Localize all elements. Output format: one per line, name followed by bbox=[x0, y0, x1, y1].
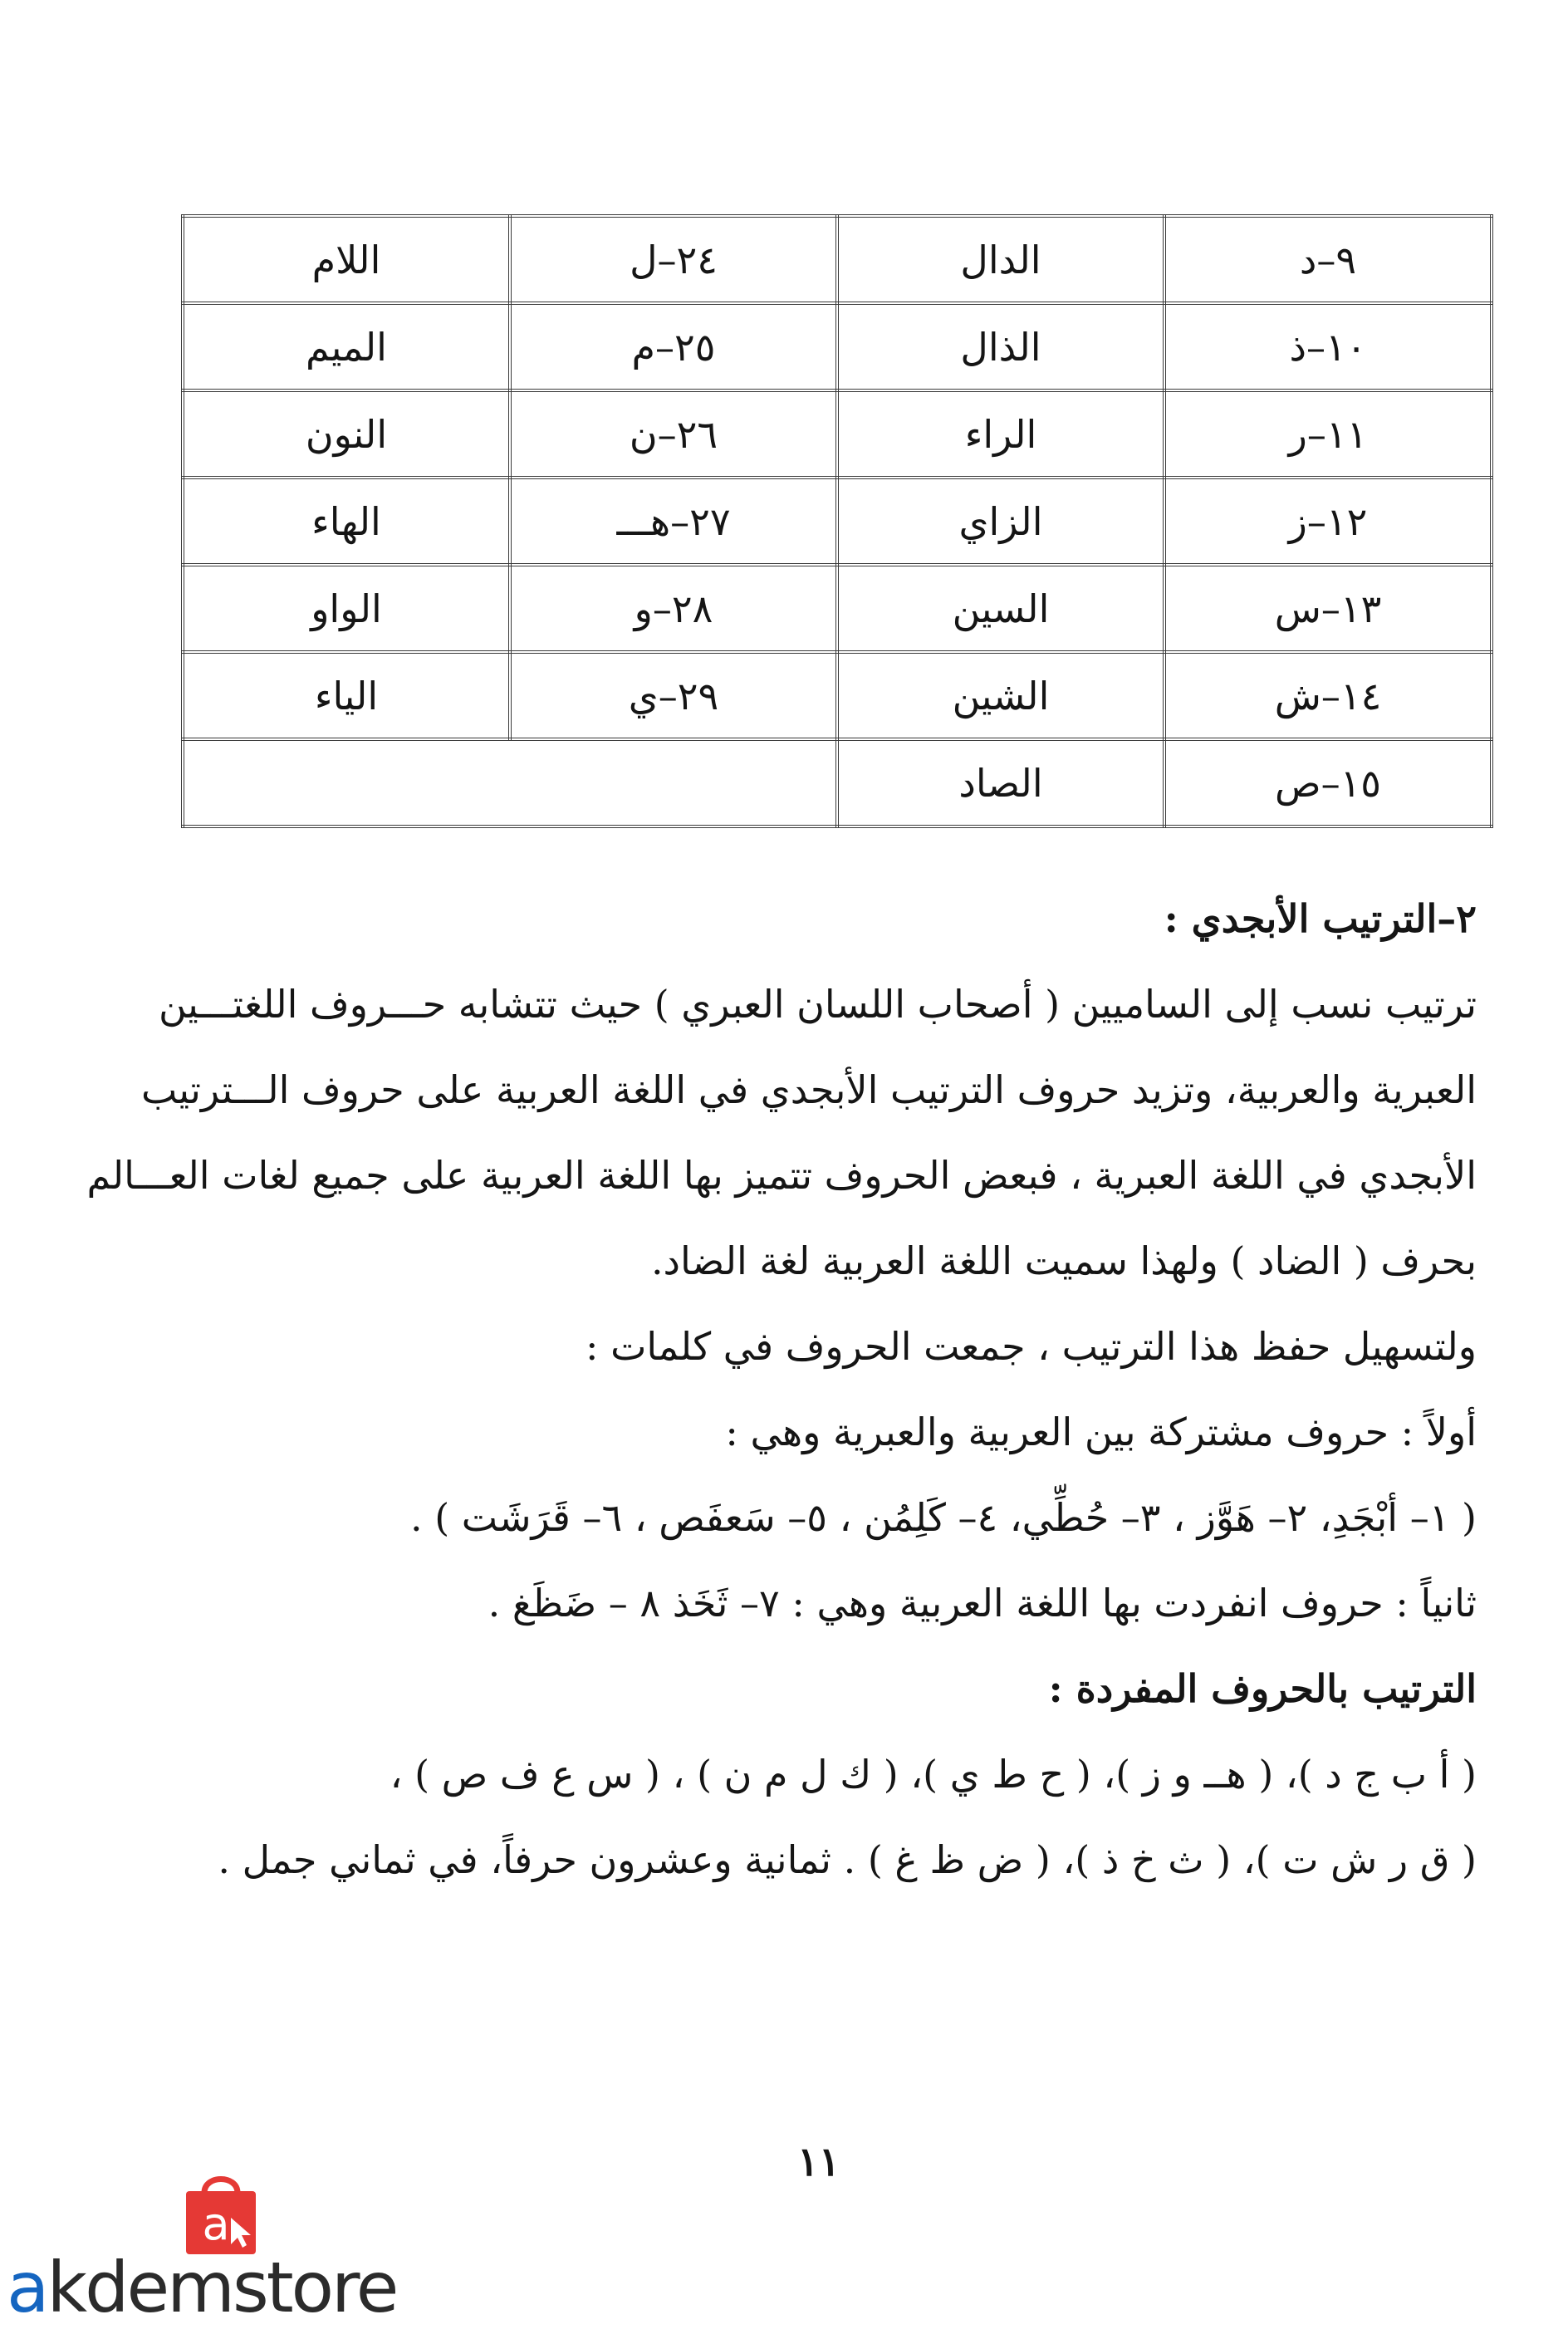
table-cell: ١٤–ش bbox=[1164, 652, 1492, 739]
paragraph-line: ترتيب نسب إلى الساميين ( أصحاب اللسان العبري ) حيث تتشابه حـــروف اللغتـــين bbox=[158, 982, 1477, 1027]
paragraph-line: بحرف ( الضاد ) ولهذا سميت اللغة العربية لغة الضاد. bbox=[650, 1238, 1477, 1283]
paragraph-line: ولتسهيل حفظ هذا الترتيب ، جمعت الحروف في كلمات : bbox=[585, 1324, 1477, 1369]
table-cell: الهاء bbox=[183, 478, 510, 565]
table-row bbox=[183, 390, 1492, 478]
paragraph-line: الأبجدي في اللغة العبرية ، فبعض الحروف تتميز بها اللغة العربية على جميع لغات العـــالم bbox=[86, 1153, 1477, 1198]
table-cell: ١٥–ص bbox=[1164, 739, 1492, 826]
table-cell: الدال bbox=[837, 216, 1164, 303]
table-cell: الواو bbox=[183, 565, 510, 652]
table-cell: ٢٨–و bbox=[510, 565, 837, 652]
table-cell: اللام bbox=[183, 216, 510, 303]
paragraph-line: ( أ ب ج د )، ( هــ و ز )، ( ح ط ي )، ( ك ل م ن ) ، ( س ع ف ص ) ، bbox=[390, 1752, 1477, 1797]
logo-text-accent: a bbox=[7, 2247, 47, 2328]
paragraph-line: ( ١– أبْجَدِ، ٢– هَوَّز ، ٣– حُطِّي، ٤– كَلِمُن ، ٥– سَعفَص ، ٦– قَرَشَت ) . bbox=[409, 1495, 1477, 1540]
table-cell: ٢٩–ي bbox=[510, 652, 837, 739]
table-cell-empty bbox=[183, 739, 837, 826]
table-cell: ١٠–ذ bbox=[1164, 303, 1492, 390]
table-cell: ٢٥–م bbox=[510, 303, 837, 390]
table-cell: الميم bbox=[183, 303, 510, 390]
table-row bbox=[183, 652, 1492, 739]
paragraph-line: ثانياً : حروف انفردت بها اللغة العربية وهي : ٧– ثَخَذ ٨ – ضَظَغ . bbox=[488, 1581, 1477, 1625]
alphabet-table bbox=[181, 214, 1493, 828]
table-cell: ٢٧–هـــ bbox=[510, 478, 837, 565]
table-row bbox=[183, 303, 1492, 390]
table-cell: الراء bbox=[837, 390, 1164, 478]
table-cell: ٩–د bbox=[1164, 216, 1492, 303]
shopping-bag-icon bbox=[176, 2168, 266, 2258]
subsection-heading: الترتيب بالحروف المفردة : bbox=[1048, 1666, 1477, 1711]
table-cell: السين bbox=[837, 565, 1164, 652]
table-cell: ١٢–ز bbox=[1164, 478, 1492, 565]
svg-text:a: a bbox=[202, 2198, 230, 2250]
table-cell: النون bbox=[183, 390, 510, 478]
store-logo-text bbox=[7, 2247, 397, 2328]
table-row bbox=[183, 739, 1492, 826]
table-cell: الذال bbox=[837, 303, 1164, 390]
table-cell: ١٣–س bbox=[1164, 565, 1492, 652]
paragraph-line: العبرية والعربية، وتزيد حروف الترتيب الأبجدي في اللغة العربية على حروف الـــترتيب bbox=[141, 1067, 1477, 1112]
body-text bbox=[86, 876, 1477, 1903]
table-cell: ٢٤–ل bbox=[510, 216, 837, 303]
logo-text-rest: kdemstore bbox=[47, 2247, 397, 2328]
table-cell: ١١–ر bbox=[1164, 390, 1492, 478]
paragraph-line: ( ق ر ش ت )، ( ث خ ذ )، ( ض ظ غ ) . ثمانية وعشرون حرفاً، في ثماني جمل . bbox=[218, 1837, 1477, 1882]
paragraph-line: أولاً : حروف مشتركة بين العربية والعبرية وهي : bbox=[725, 1410, 1477, 1454]
store-logo bbox=[0, 2160, 465, 2334]
section-heading: ٢–الترتيب الأبجدي : bbox=[1164, 896, 1477, 941]
page-number: ١١ bbox=[797, 2139, 840, 2185]
table-row bbox=[183, 216, 1492, 303]
table-cell: الياء bbox=[183, 652, 510, 739]
table-row bbox=[183, 565, 1492, 652]
table-cell: الصاد bbox=[837, 739, 1164, 826]
table-cell: ٢٦–ن bbox=[510, 390, 837, 478]
table-cell: الزاي bbox=[837, 478, 1164, 565]
table-row bbox=[183, 478, 1492, 565]
table-cell: الشين bbox=[837, 652, 1164, 739]
